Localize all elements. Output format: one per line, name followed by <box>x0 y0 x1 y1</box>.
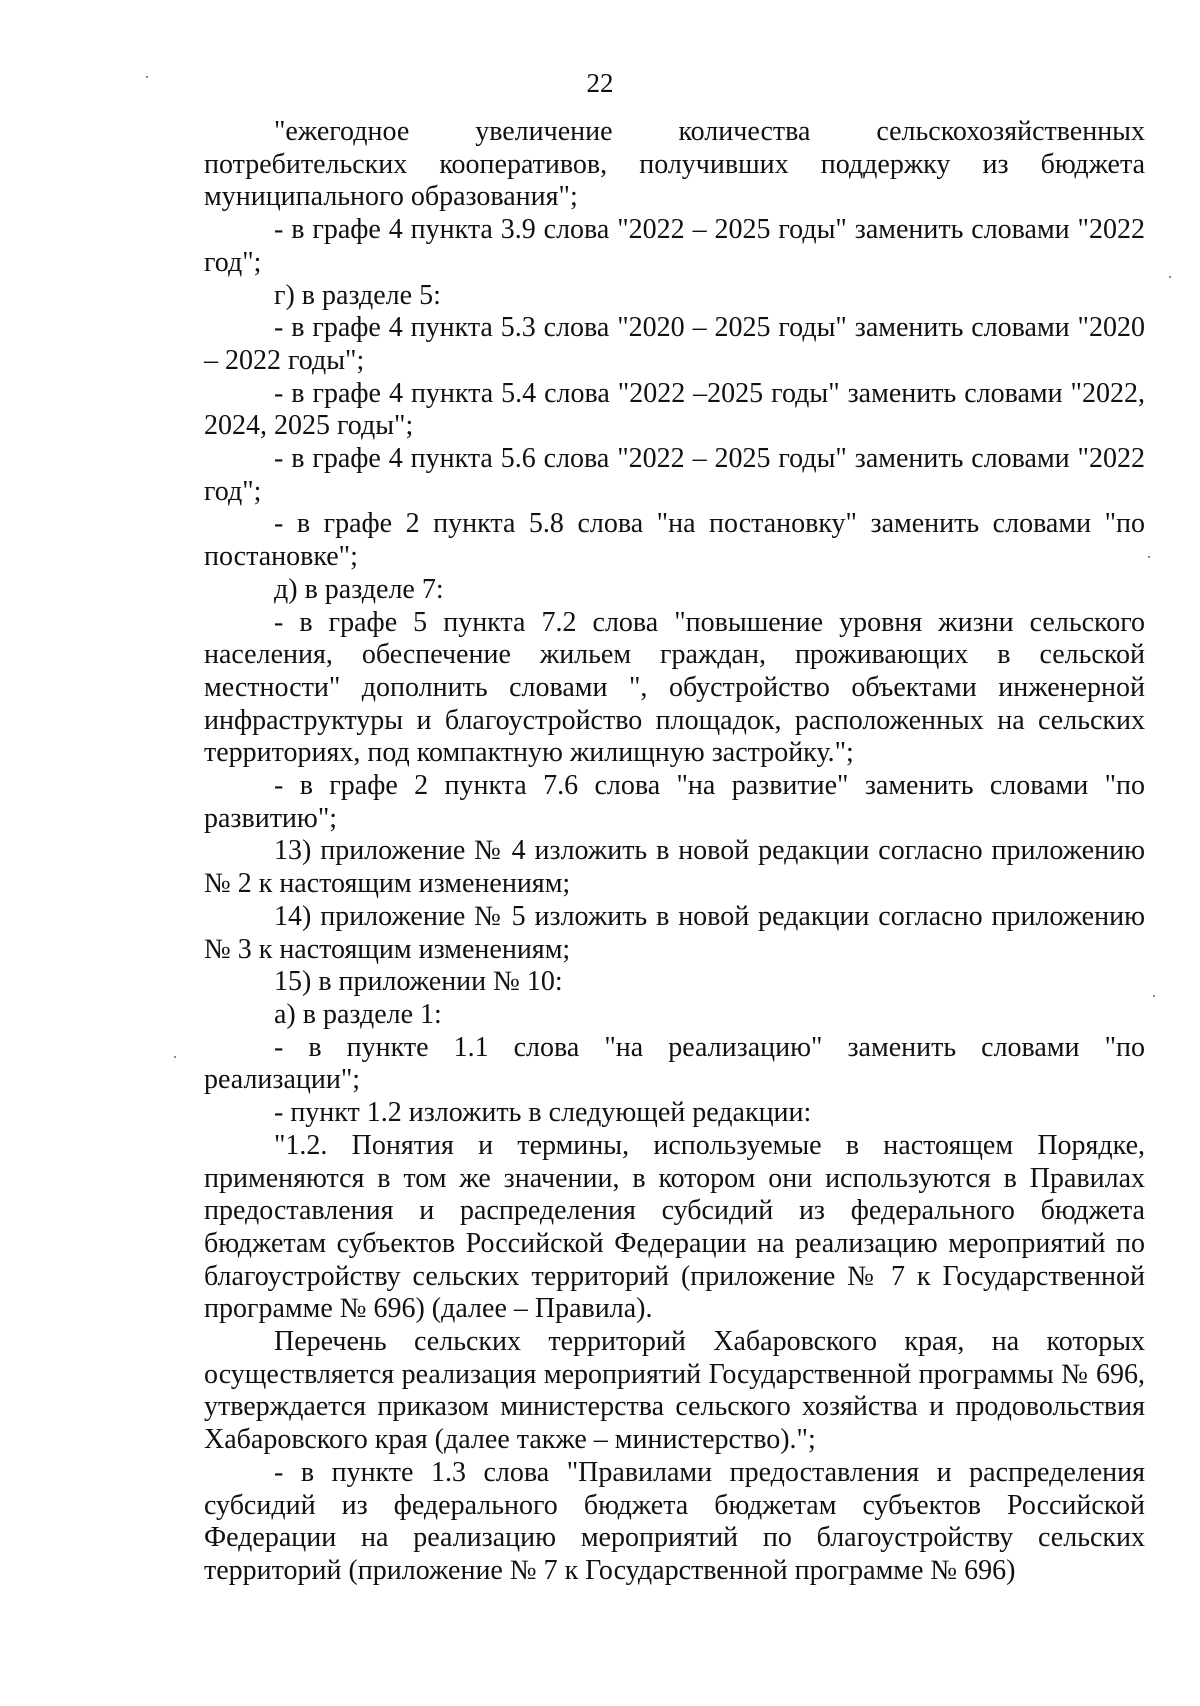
paragraph: - в графе 4 пункта 5.3 слова "2020 – 2025 годы" заменить словами "2020 – 2022 годы"; <box>204 312 1145 376</box>
page-number: 22 <box>586 68 614 98</box>
document-body <box>204 116 1145 1588</box>
paragraph: а) в разделе 1: <box>274 998 442 1030</box>
scan-speck <box>1148 556 1150 558</box>
paragraph: - в графе 2 пункта 5.8 слова "на постановку" заменить словами "по постановке"; <box>204 508 1145 573</box>
paragraph: - в пункте 1.3 слова "Правилами предоставления и распределения субсидий из федерального бюджета бюджетам субъектов Российской Федерации на реализацию мероприятий по благоустройству сельских территорий (приложение № 7 к Государственной программе № 696) <box>204 1456 1145 1586</box>
paragraph: - пункт 1.2 изложить в следующей редакции: <box>274 1097 812 1129</box>
paragraph: "ежегодное увеличение количества сельскохозяйственных потребительских кооперативов, получивших поддержку из бюджета муниципального образования"; <box>204 116 1145 213</box>
scan-speck <box>1169 276 1171 278</box>
paragraph: - в графе 4 пункта 5.6 слова "2022 – 2025 годы" заменить словами "2022 год"; <box>204 443 1145 507</box>
paragraph: 13) приложение № 4 изложить в новой редакции согласно приложению № 2 к настоящим изменениям; <box>204 835 1145 900</box>
paragraph: д) в разделе 7: <box>274 573 444 605</box>
paragraph: г) в разделе 5: <box>274 279 441 311</box>
paragraph: - в графе 2 пункта 7.6 слова "на развитие" заменить словами "по развитию"; <box>204 770 1145 834</box>
scan-speck <box>146 76 148 78</box>
paragraph: 15) в приложении № 10: <box>274 966 563 998</box>
paragraph: - в графе 5 пункта 7.2 слова "повышение уровня жизни сельского населения, обеспечение жильем граждан, проживающих в сельской местности" дополнить словами ", обустройство объектами инженерной инфраструктуры и благоустройство площадок, расположенных на сельских территориях, под компактную жилищную застройку."; <box>204 606 1145 769</box>
paragraph: "1.2. Понятия и термины, используемые в настоящем Порядке, применяются в том же значении, в котором они используются в Правилах предоставления и распределения субсидий из федерального бюджета бюджетам субъектов Российской Федерации на реализацию мероприятий по благоустройству сельских территорий (приложение № 7 к Государственной программе № 696) (далее – Правила). <box>204 1129 1145 1325</box>
paragraph: 14) приложение № 5 изложить в новой редакции согласно приложению № 3 к настоящим изменениям; <box>204 900 1145 965</box>
paragraph: - в графе 4 пункта 3.9 слова "2022 – 2025 годы" заменить словами "2022 год"; <box>204 214 1145 278</box>
scan-speck <box>1153 995 1155 997</box>
paragraph: Перечень сельских территорий Хабаровского края, на которых осуществляется реализация мероприятий Государственной программы № 696, утверждается приказом министерства сельского хозяйства и продовольствия Хабаровского края (далее также – министерство)."; <box>204 1326 1145 1456</box>
scan-speck <box>174 1056 176 1058</box>
paragraph: - в пункте 1.1 слова "на реализацию" заменить словами "по реализации"; <box>204 1031 1145 1096</box>
paragraph: - в графе 4 пункта 5.4 слова "2022 –2025 годы" заменить словами "2022, 2024, 2025 годы"; <box>204 377 1145 442</box>
